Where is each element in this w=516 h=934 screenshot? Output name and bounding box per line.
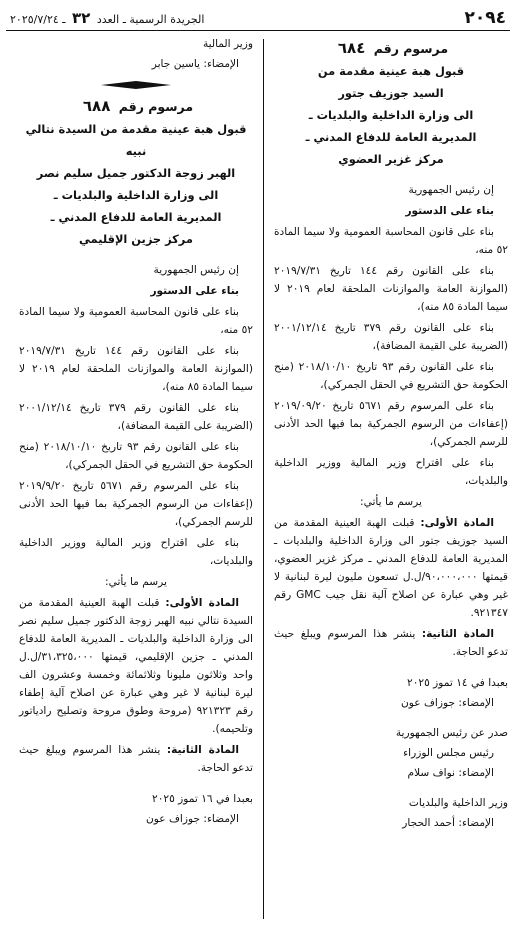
interior-minister-signature: الإمضاء: أحمد الحجار [402,817,494,829]
recital: بناء على اقتراح وزير المالية ووزير الداخلية والبلديات، [274,457,508,487]
decree-number: ٦٨٨ [82,97,111,115]
separator-ornament [19,81,253,89]
column-divider [263,39,264,919]
recital: بناء على القانون رقم ٩٣ تاريخ ٢٠١٨/١٠/١٠ (منح الحكومة حق التشريع في الحقل الجمركي)، [274,361,508,391]
decree-684-title [274,37,508,170]
issue-date: ـ ٢٠٢٥/٧/٢٤ [10,13,66,26]
recital: بناء على القانون رقم ٩٣ تاريخ ٢٠١٨/١٠/١٠ (منح الحكومة حق التشريع في الحقل الجمركي)، [19,441,253,471]
issue-number: ٣٢ [72,9,91,27]
baabda-date: بعبدا في ١٦ تموز ٢٠٢٥ [152,793,253,805]
interior-minister-title: وزير الداخلية والبلديات [408,797,508,809]
article-1-label: المادة الأولى: [420,517,494,529]
pm-title: رئيس مجلس الوزراء [403,747,494,759]
constitution-line: بناء على الدستور [405,205,494,217]
article-2-label: المادة الثانية: [166,744,239,756]
decree-label: مرسوم رقم [373,41,449,56]
article-2 [19,741,253,777]
decree-684-number-line [274,37,508,60]
president-signature: الإمضاء: جوزاف عون [401,697,494,709]
recital: بناء على المرسوم رقم ٥٦٧١ تاريخ ٢٠١٩/٩/٢٠ (إعفاءات من الرسوم الجمركية بما فيها الحد الأدنى للرسم الجمركي)، [19,480,253,528]
article-1-label: المادة الأولى: [165,597,239,609]
title-line: الى وزارة الداخلية والبلديات ـ [53,188,219,202]
article-1 [19,594,253,738]
title-line: مركز جزين الإقليمي [79,232,193,246]
constitution-line: بناء على الدستور [150,285,239,297]
article-1-text: قبلت الهبة العينية المقدمة من السيد جوزيف جتور الى وزارة الداخلية والبلديات ـ المديرية العامة للدفاع المدني ـ مركز غزير العضوي، قيمتها ٩٠،٠٠٠،٠٠٠/ل.ل تسعون مليون ليرة لبنانية لا غير وهي عبارة عن اصلاح آلية نقل جيب GMC رقم ٩٢١٣٤٧. [274,517,508,619]
journal-issue-line [10,9,204,27]
president-signature: الإمضاء: جوزاف عون [146,813,239,825]
decrees-line: يرسم ما يأتي: [105,576,167,588]
recital: بناء على القانون رقم ٣٧٩ تاريخ ٢٠٠١/١٢/١٤ (الضريبة على القيمة المضافة)، [19,402,253,432]
title-line: المديرية العامة للدفاع المدني ـ [50,210,222,224]
recital: بناء على القانون رقم ١٤٤ تاريخ ٢٠١٩/٧/٣١ (الموازنة العامة والموازنات الملحقة لعام ٢٠١٩ لا سيما المادة ٨٥ منه)، [274,265,508,313]
recital: بناء على قانون المحاسبة العمومية ولا سيما المادة ٥٢ منه، [274,226,508,256]
recital: بناء على قانون المحاسبة العمومية ولا سيما المادة ٥٢ منه، [19,306,253,336]
page-number: ٢٠٩٤ [464,8,506,28]
title-line: المديرية العامة للدفاع المدني ـ [305,130,477,144]
decree-688-title [19,95,253,250]
president-line: إن رئيس الجمهورية [153,264,239,276]
finance-minister-signature: الإمضاء: ياسين جابر [151,58,239,70]
article-2-text: ينشر هذا المرسوم ويبلغ حيث تدعو الحاجة. [19,744,253,774]
title-line: الى وزارة الداخلية والبلديات ـ [308,108,474,122]
finance-minister-title: وزير المالية [202,38,253,50]
pm-signature: الإمضاء: نواف سلام [407,767,494,779]
title-line: السيد جوزيف جتور [338,86,444,100]
decrees-line: يرسم ما يأتي: [360,496,422,508]
two-column-body [6,31,510,929]
article-2 [274,625,508,661]
title-line: قبول هبة عينية مقدمة من السيدة نتالي نبيه [25,122,247,158]
recital: بناء على اقتراح وزير المالية ووزير الداخلية والبلديات، [19,537,253,567]
issued-by-line: صدر عن رئيس الجمهورية [395,727,508,739]
article-2-text: ينشر هذا المرسوم ويبلغ حيث تدعو الحاجة. [274,628,508,658]
article-2-label: المادة الثانية: [421,628,494,640]
president-line: إن رئيس الجمهورية [408,184,494,196]
journal-name: الجريدة الرسمية ـ العدد [96,13,205,26]
baabda-date: بعبدا في ١٤ تموز ٢٠٢٥ [407,677,508,689]
article-1 [274,514,508,622]
left-column [17,31,263,929]
right-column [264,31,510,929]
title-line: قبول هبة عينية مقدمة من [317,64,465,78]
recital: بناء على القانون رقم ٣٧٩ تاريخ ٢٠٠١/١٢/١٤ (الضريبة على القيمة المضافة)، [274,322,508,352]
decree-label: مرسوم رقم [118,99,194,114]
recital: بناء على القانون رقم ١٤٤ تاريخ ٢٠١٩/٧/٣١ (الموازنة العامة والموازنات الملحقة لعام ٢٠١٩ لا سيما المادة ٨٥ منه)، [19,345,253,393]
article-1-text: قبلت الهبة العينية المقدمة من السيدة نتالي نبيه الهبر زوجة الدكتور جميل سليم نصر الى وزارة الداخلية والبلديات ـ المديرية العامة للدفاع المدني ـ جزين الإقليمي، قيمتها ٣١،٣٢٥،٠٠٠/ل.ل واحد وثلاثون مليونا وثلاثمائة وخمسة وعشرون الف ليرة لبنانية لا غير وهي عبارة عن اصلاح آلية إطفاء رقم ٩٢١٣٢٣ (مروحة وطوق مروحة وتصليح رادياتور وتلحيمه). [19,597,253,735]
title-line: الهبر زوجة الدكتور جميل سليم نصر [36,166,236,180]
title-line: مركز غزير العضوي [338,152,444,166]
decree-688-number-line [19,95,253,118]
recital: بناء على المرسوم رقم ٥٦٧١ تاريخ ٢٠١٩/٠٩/٢٠ (إعفاءات من الرسوم الجمركية بما فيها الحد الأدنى للرسم الجمركي)، [274,400,508,448]
diamond-rule-icon [101,81,171,89]
decree-number: ٦٨٤ [337,39,366,57]
page-header [6,6,510,31]
